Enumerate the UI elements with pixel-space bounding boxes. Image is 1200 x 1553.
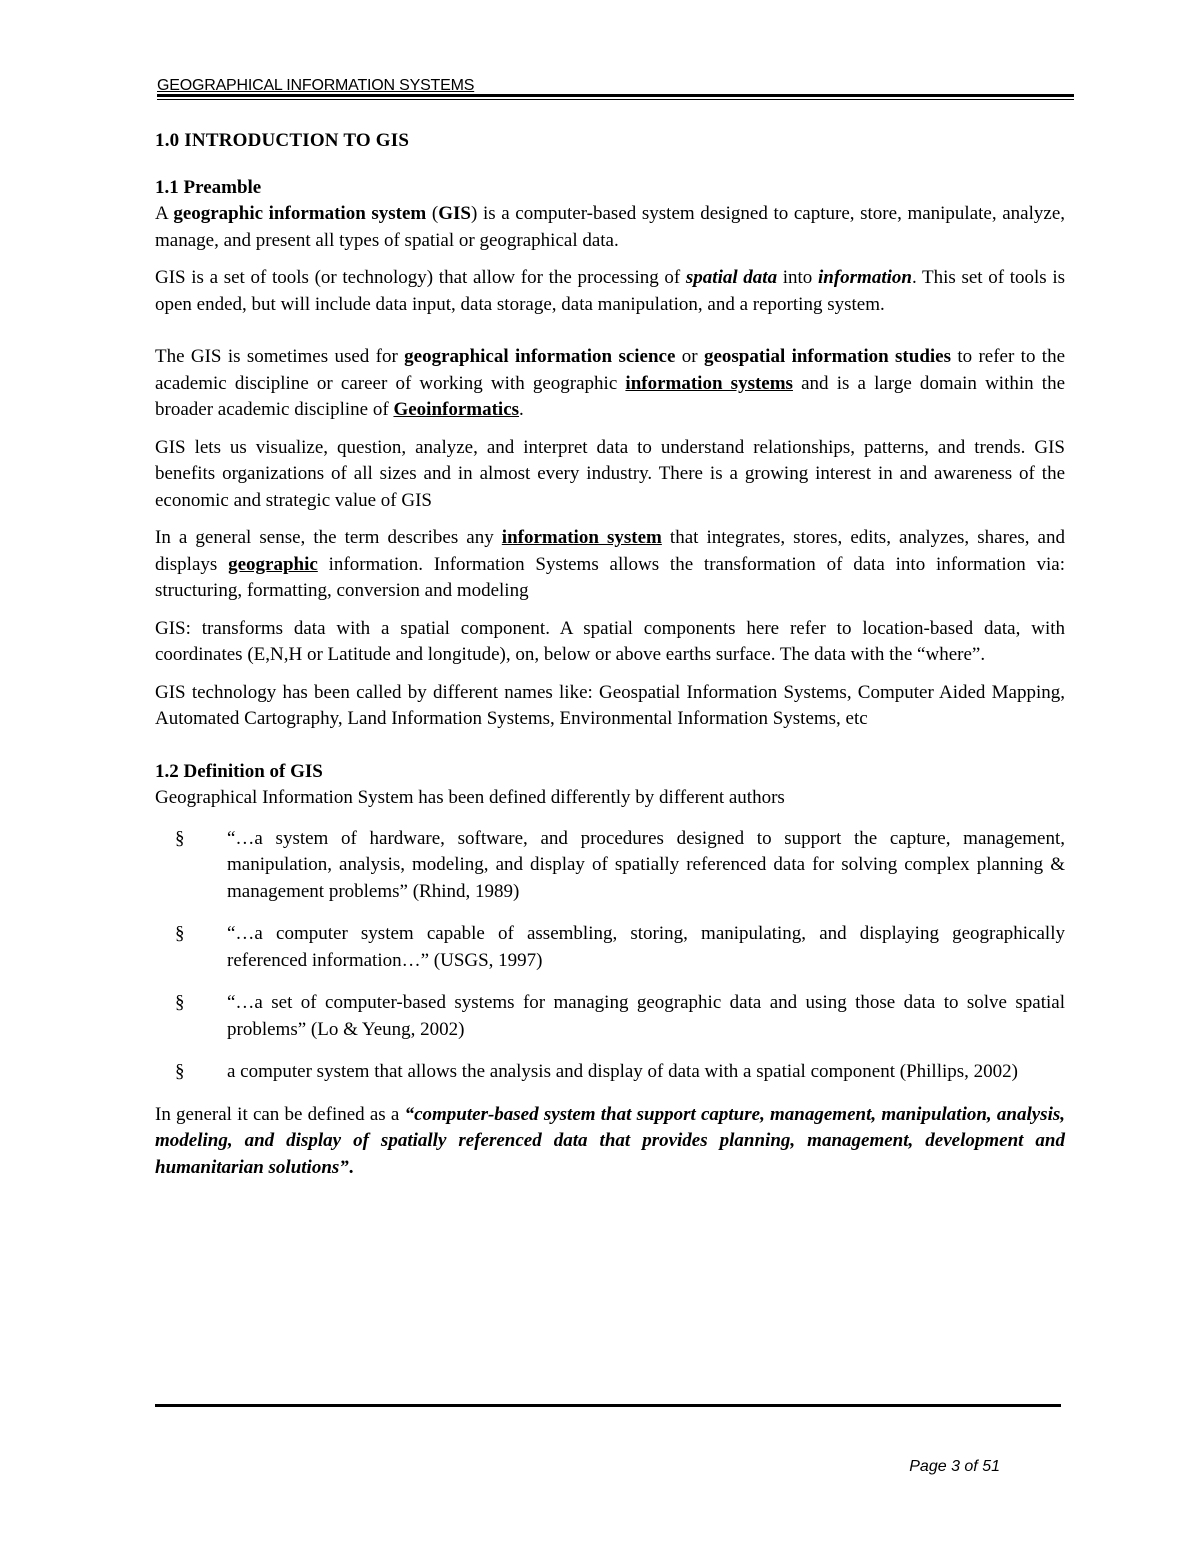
list-item: § “…a set of computer-based systems for managing geographic data and using those data to solve spatial problems” (Lo & Yeung, 2002) bbox=[175, 992, 1065, 1040]
link-geoinformatics[interactable]: Geoinformatics bbox=[393, 399, 520, 420]
definition-heading: 1.2 Definition of GIS bbox=[155, 760, 323, 782]
paragraph-gis-tools: GIS is a set of tools (or technology) that allow for the processing of spatial data into information. This set of tools is open ended, but will include data input, data storage, data manipulation, and a reporting system. bbox=[155, 267, 1065, 315]
bold-term: GIS bbox=[438, 203, 471, 224]
bold-term: geographic information system bbox=[173, 203, 427, 224]
link-geographic[interactable]: geographic bbox=[228, 553, 318, 575]
emphasis-definition: “computer-based system that support capture, management, manipulation, analysis, modeling, and display of spatially referenced data that provides planning, management, development and humanitarian solutions” bbox=[155, 1103, 1065, 1178]
list-item: § a computer system that allows the analysis and display of data with a spatial component (Phillips, 2002) bbox=[155, 1059, 1065, 1086]
emphasis-term: spatial data bbox=[685, 267, 778, 288]
preamble-heading: 1.1 Preamble bbox=[155, 176, 262, 198]
section-sign-bullet: § bbox=[175, 923, 185, 944]
section-title: 1.0 INTRODUCTION TO GIS bbox=[155, 130, 410, 151]
section-sign-bullet: § bbox=[175, 992, 185, 1013]
header-rule bbox=[157, 94, 1074, 100]
bold-term: geographical information science bbox=[404, 346, 676, 367]
definition-list bbox=[155, 826, 1065, 1086]
running-header: GEOGRAPHICAL INFORMATION SYSTEMS bbox=[157, 77, 475, 94]
section-sign-bullet: § bbox=[175, 827, 185, 849]
section-sign-bullet: § bbox=[175, 1061, 185, 1082]
paragraph-general-definition: In general it can be defined as a “computer-based system that support capture, management, manipulation, analysis, modeling, and display of spatially referenced data that provides planning, management, development and humanitarian solutions”. bbox=[155, 1103, 1065, 1178]
paragraph-general-sense: In a general sense, the term describes any information system that integrates, stores, edits, analyzes, shares, and displays geographic information. Information Systems allows the transformation of data into information via: structuring, formatting, conversion and modeling bbox=[155, 527, 1065, 601]
definition-intro: Geographical Information System has been defined differently by different authors bbox=[155, 787, 785, 808]
paragraph-gis-benefits: GIS lets us visualize, question, analyze, and interpret data to understand relationships, patterns, and trends. GIS benefits organizations of all sizes and in almost every industry. There is a growing interest in and awareness of the economic and strategic value of GIS bbox=[155, 436, 1065, 511]
list-item: § “…a computer system capable of assembling, storing, manipulating, and displaying geographically referenced information…” (USGS, 1997) bbox=[175, 923, 1065, 971]
page-number: Page 3 of 51 bbox=[909, 1458, 1000, 1475]
footer-rule bbox=[155, 1404, 1061, 1407]
paragraph-spatial-component: GIS: transforms data with a spatial component. A spatial components here refer to location-based data, with coordinates (E,N,H or Latitude and longitude), on, below or above earths surface. The data with the “where”. bbox=[155, 617, 1065, 665]
emphasis-term: information bbox=[817, 267, 912, 288]
document-body bbox=[155, 128, 1065, 1181]
link-information-systems[interactable]: information systems bbox=[625, 372, 793, 394]
bold-term: geospatial information studies bbox=[703, 346, 951, 367]
paragraph-other-names: GIS technology has been called by different names like: Geospatial Information Systems, Computer Aided Mapping, Automated Cartography, Land Information Systems, Environmental Information Systems, etc bbox=[155, 681, 1065, 729]
list-item: § “…a system of hardware, software, and procedures designed to support the capture, management, manipulation, analysis, modeling, and display of spatially referenced data for solving complex planning & management problems” (Rhind, 1989) bbox=[175, 827, 1065, 902]
link-information-system[interactable]: information system bbox=[501, 527, 662, 548]
paragraph-gis-science: The GIS is sometimes used for geographical information science or geospatial information studies to refer to the academic discipline or career of working with geographic information systems and is a large domain within the broader academic discipline of Geoinformatics. bbox=[155, 346, 1065, 420]
paragraph-gis-definition: A geographic information system (GIS) is a computer-based system designed to capture, store, manipulate, analyze, manage, and present all types of spatial or geographical data. bbox=[155, 203, 1065, 251]
